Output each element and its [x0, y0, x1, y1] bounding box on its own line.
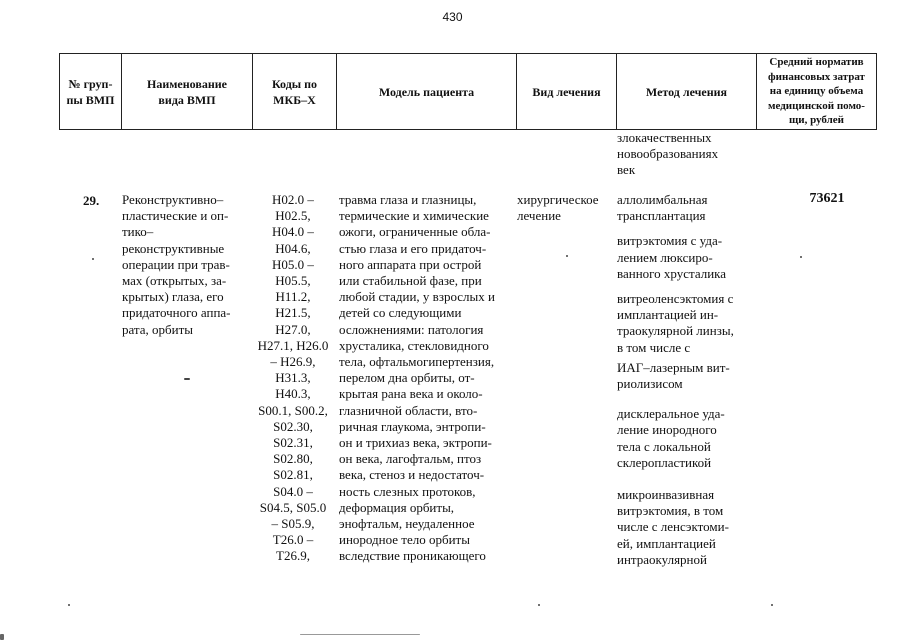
method-item: витрэктомия с уда- лением люксиро- ванного хрусталика: [617, 233, 727, 281]
header-icd-codes: Коды по МКБ–Х: [253, 54, 337, 129]
method-item: микроинвазивная витрэктомия, в том числе с ленсэктоми- ей, имплантацией интраокулярной: [617, 487, 729, 567]
scan-edge: [300, 634, 420, 635]
scan-speck: [771, 604, 773, 606]
scan-speck: [538, 604, 540, 606]
scan-speck: [184, 378, 190, 380]
group-number: 29.: [83, 193, 100, 208]
method-item: дисклеральное уда- ление инородного тела с локальной склеропластикой: [617, 406, 725, 470]
treatment-methods: [617, 192, 782, 577]
method-item: аллолимбальная трансплантация: [617, 192, 708, 224]
treatment-type: хирургическое лечение: [517, 192, 599, 224]
method-item: витреоленсэктомия с имплантацией ин- траокулярной линзы, в том числе с: [617, 291, 734, 355]
header-average-cost: Средний норматив финансовых затрат на единицу объема медицинской помо- щи, рублей: [768, 56, 865, 127]
scan-speck: [566, 255, 568, 257]
header-treatment-type: Вид лечения: [517, 54, 617, 129]
header-treatment-method: Метод лечения: [617, 54, 757, 129]
icd-codes: H02.0 – H02.5, H04.0 – H04.6, H05.0 – H05.5, H11.2, H21.5, H27.0, H27.1, H26.0 – H26.9, H31.3, H40.3, S00.1, S00.2, S02.30, S02.31, S02.80, S02.81, S04.0 – S04.5, S05.0 – S05.9, T26.0 – T26.9,: [257, 192, 329, 564]
page-number: 430: [442, 10, 463, 24]
header-patient-model: Модель пациента: [337, 54, 517, 129]
average-cost: 73621: [809, 191, 845, 206]
header-group-number: № груп- пы ВМП: [60, 54, 122, 129]
method-item: ИАГ–лазерным вит- риолизисом: [617, 359, 730, 392]
scan-speck: [92, 258, 94, 260]
header-vmp-name: Наименование вида ВМП: [122, 54, 253, 129]
scan-speck: [68, 604, 70, 606]
patient-model: травма глаза и глазницы, термические и химические ожоги, ограниченные обла- стью глаза и его придаточ- ного аппарата при острой или стабильной фазе, при любой стадии, у взрослых и детей со следующими осложнениями: патология хрусталика, стекловидного тела, офтальмогипертензия, перелом дна орбиты, от- крытая рана века и около- глазничной области, вто- ричная глаукома, энтропи- он и трихиаз века, эктропи- он века, лагофтальм, птоз века, стеноз и недостаточ- ность слезных протоков, деформация орбиты, энофтальм, неудаленное инородное тело орбиты вследствие проникающего: [339, 192, 495, 564]
continuation-text: злокачественных новообразованиях век: [617, 130, 719, 178]
scan-edge: [0, 634, 4, 640]
table-header: [59, 53, 877, 130]
vmp-name: Реконструктивно– пластические и оп- тико– реконструктивные операции при трав- мах (открытых, за- крытых) глаза, его придаточного аппа- рата, орбиты: [122, 192, 231, 337]
scan-speck: [800, 256, 802, 258]
